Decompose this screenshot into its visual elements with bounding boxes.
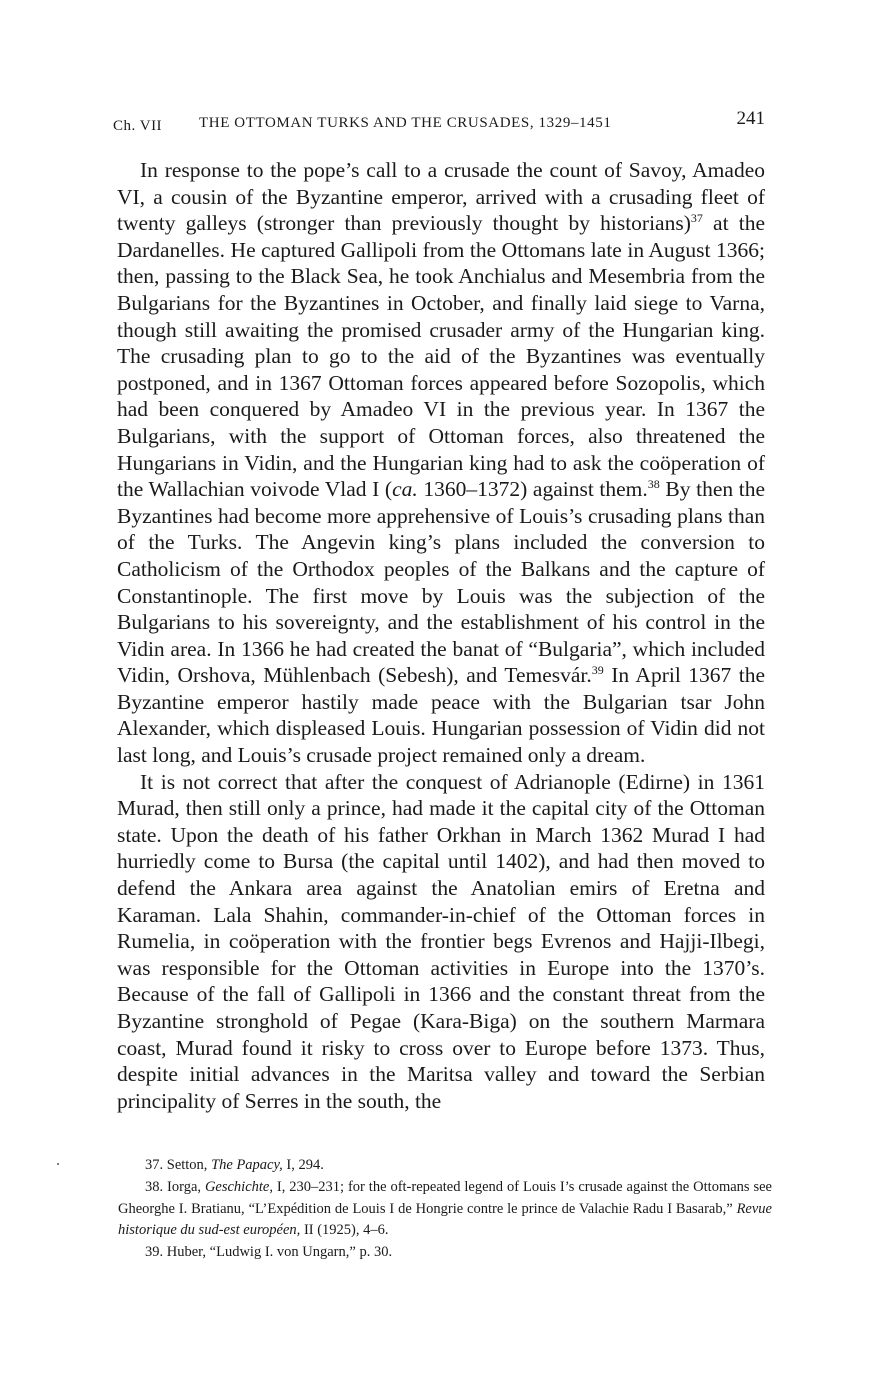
italic-title: Revue historique du sud-est européen,: [118, 1200, 772, 1239]
main-text: [117, 157, 765, 1114]
footnotes: [118, 1155, 772, 1264]
text-run: 38. Iorga,: [145, 1178, 205, 1195]
text-run: I, 230–231; for the oft-repeated legend of Louis I’s crusade against the Ottomans see Gheorghe I. Bratianu, “L’Expédition de Louis I de Hongrie contre le prince de Valachie Radu I Basarab,”: [118, 1178, 772, 1217]
text-run: I, 294.: [282, 1157, 324, 1173]
text-run: II (1925), 4–6.: [300, 1222, 389, 1239]
footnote-37: [118, 1155, 772, 1177]
footnote-39: 39. Huber, “Ludwig I. von Ungarn,” p. 30.: [145, 1244, 393, 1261]
footnote-ref-37: 37: [690, 211, 703, 226]
italic-title: Geschichte,: [204, 1178, 273, 1195]
footnote-ref-38: 38: [647, 477, 660, 492]
text-run: 1360–1372) against them.: [417, 477, 648, 502]
page-number: 241: [736, 108, 765, 129]
text-run: 37. Setton,: [145, 1157, 212, 1173]
text-run: at the Dardanelles. He captured Gallipoli from the Ottomans late in August 1366; then, passing to the Black Sea, he took Anchialus and Mesembria from the Bulgarians for the Byzantines in October, and finally laid siege to Varna, though still awaiting the promised crusader army of the Hungarian king. The crusading plan to go to the aid of the Byzantines was eventually postponed, and in 1367 Ottoman forces appeared before Sozopolis, which had been conquered by Amadeo VI in the previous year. In 1367 the Bulgarians, with the support of Ottoman forces, also threatened the Hungarians in Vidin, and the Hungarian king had to ask the coöperation of the Wallachian voivode Vlad I (: [117, 211, 765, 502]
footnote-38: [118, 1177, 772, 1242]
text-run: By then the Byzantines had become more apprehensive of Louis’s crusading plans than of the Turks. The Angevin king’s plans included the conversion to Catholicism of the Orthodox peoples of the Balkans and the capture of Constantinople. The first move by Louis was the subjection of the Bulgarians to his sovereignty, and the establishment of his control in the Vidin area. In 1366 he had created the banat of “Bulgaria”, which included Vidin, Orshova, Mühlenbach (Sebesh), and Temesvár.: [117, 477, 765, 688]
italic-title: The Papacy,: [211, 1157, 283, 1173]
footnote-ref-39: 39: [591, 663, 604, 678]
running-title: THE OTTOMAN TURKS AND THE CRUSADES, 1329–1451: [199, 115, 612, 131]
italic-text: ca.: [392, 477, 418, 502]
text-run: In response to the pope’s call to a crusade the count of Savoy, Amadeo VI, a cousin of the Byzantine emperor, arrived with a crusading fleet of twenty galleys (stronger than previously thought by historians): [117, 158, 765, 236]
paragraph-2: It is not correct that after the conquest of Adrianople (Edirne) in 1361 Murad, then still only a prince, had made it the capital city of the Ottoman state. Upon the death of his father Orkhan in March 1362 Murad I had hurriedly come to Bursa (the capital until 1402), and had then moved to defend the Ankara area against the Anatolian emirs of Eretna and Karaman. Lala Shahin, commander-in-chief of the Ottoman forces in Rumelia, in coöperation with the frontier begs Evrenos and Hajji-Ilbegi, was responsible for the Ottoman activities in Europe into the 1370’s. Because of the fall of Gallipoli in 1366 and the constant threat from the Byzantine stronghold of Pegae (Kara-Biga) on the southern Marmara coast, Murad found it risky to cross over to Europe before 1373. Thus, despite initial advances in the Maritsa valley and toward the Serbian principality of Serres in the south, the: [117, 769, 765, 1113]
margin-mark: [57, 1163, 59, 1165]
chapter-label: Ch. VII: [113, 118, 163, 134]
text-run: In April 1367 the Byzantine emperor hastily made peace with the Bulgarian tsar John Alexander, which displeased Louis. Hungarian possession of Vidin did not last long, and Louis’s crusade project remained only a dream.: [117, 663, 765, 768]
paragraph-1: [117, 157, 765, 769]
running-head: [113, 108, 765, 142]
